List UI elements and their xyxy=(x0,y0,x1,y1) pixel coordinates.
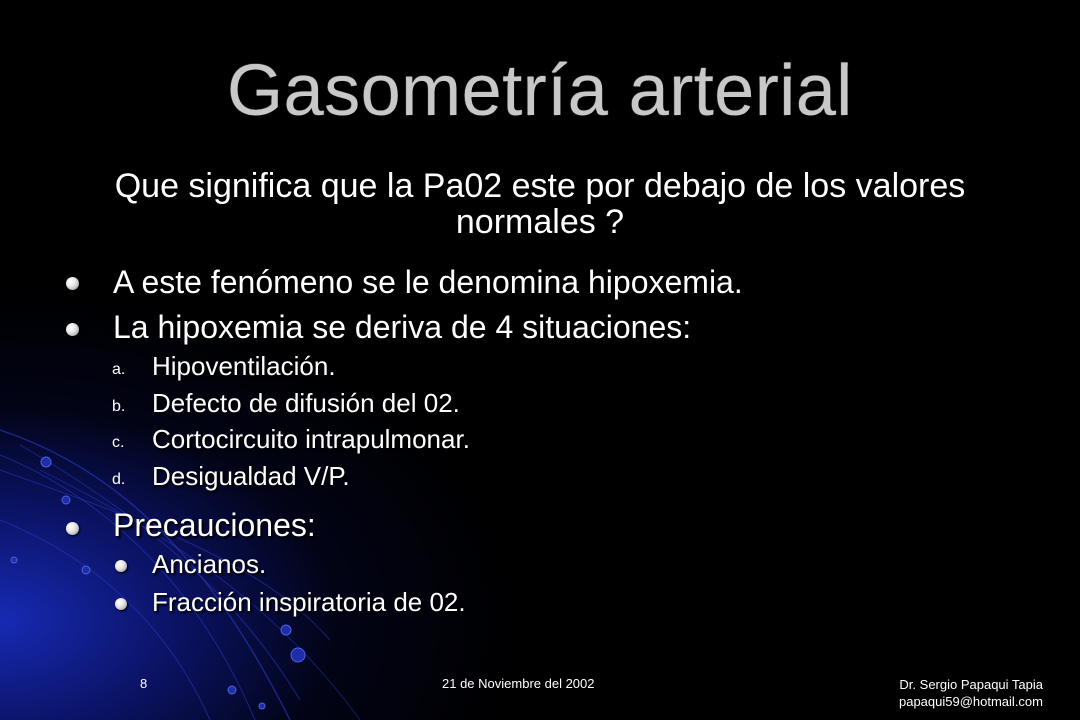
author-name: Dr. Sergio Papaqui Tapia xyxy=(899,677,1043,692)
precaution-item: Fracción inspiratoria de 02. xyxy=(152,587,466,617)
bullet-icon xyxy=(66,277,79,290)
precautions-heading: Precauciones: xyxy=(113,507,316,543)
slide-title: Gasometría arterial xyxy=(227,51,853,131)
slide-subtitle: Que significa que la Pa02 este por debajo de los valores normales ? xyxy=(114,167,966,241)
list-marker: a. xyxy=(112,361,126,378)
situation-item: Cortocircuito intrapulmonar. xyxy=(152,424,470,454)
list-marker: c. xyxy=(112,434,125,451)
bullet-icon xyxy=(66,522,79,535)
situation-item: Desigualdad V/P. xyxy=(152,461,350,491)
author-email: papaqui59@hotmail.com xyxy=(898,694,1043,709)
precaution-item: Ancianos. xyxy=(152,549,267,579)
footer-author xyxy=(899,676,1043,710)
situation-item: Defecto de difusión del 02. xyxy=(152,388,460,418)
slide-number: 8 xyxy=(140,676,148,691)
bullet-icon xyxy=(66,323,79,336)
list-marker: b. xyxy=(112,398,126,415)
sub-bullet-icon xyxy=(115,560,127,572)
footer-date: 21 de Noviembre del 2002 xyxy=(442,676,595,691)
bullet-hipoxemia: A este fenómeno se le denomina hipoxemia. xyxy=(113,264,743,300)
list-marker: d. xyxy=(112,471,126,488)
situation-item: Hipoventilación. xyxy=(152,351,336,381)
sub-bullet-icon xyxy=(115,598,127,610)
bullet-situaciones: La hipoxemia se deriva de 4 situaciones: xyxy=(113,309,692,345)
